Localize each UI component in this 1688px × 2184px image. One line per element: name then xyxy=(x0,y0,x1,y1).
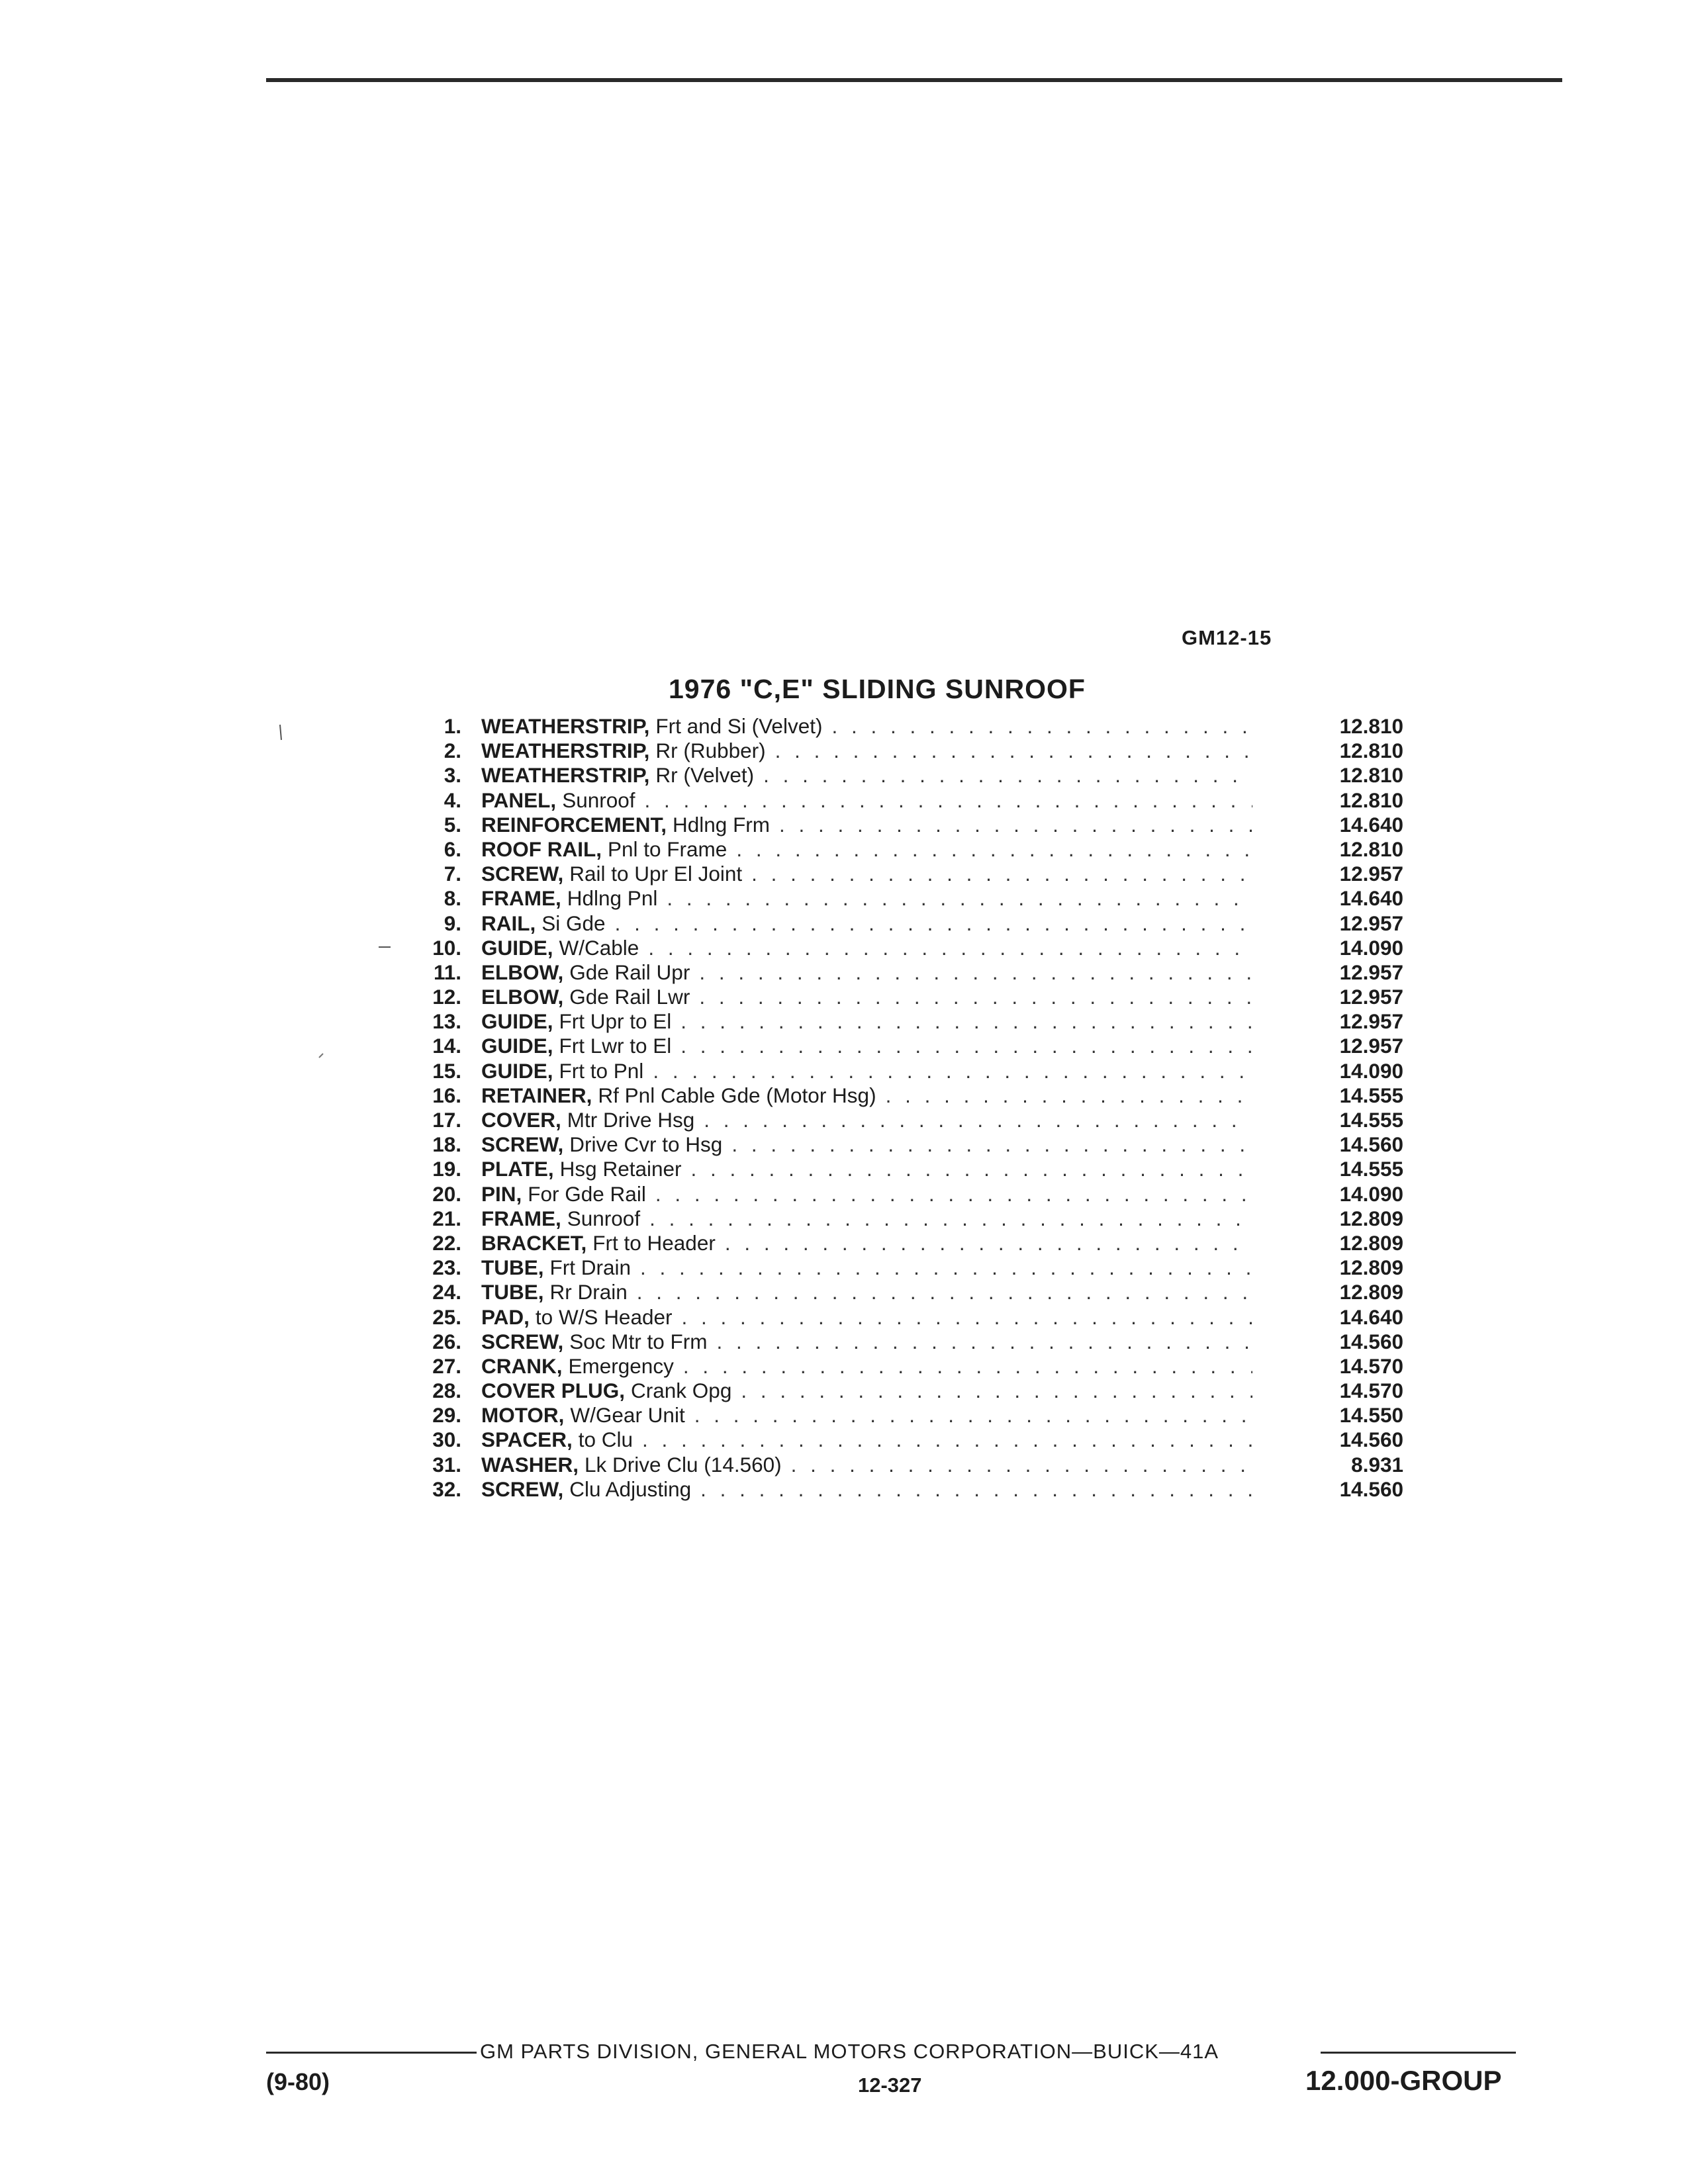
part-name: GUIDE, xyxy=(481,935,553,960)
part-description: to Clu xyxy=(578,1428,633,1452)
part-number: 22. xyxy=(432,1230,461,1255)
part-number: 25. xyxy=(432,1304,461,1329)
part-group-number: 12.810 xyxy=(1339,763,1403,788)
part-name: PANEL, xyxy=(481,788,557,812)
part-number: 24. xyxy=(432,1280,461,1304)
part-name: SCREW, xyxy=(481,862,564,886)
footer-publisher: GM PARTS DIVISION, GENERAL MOTORS CORPORATION—BUICK—41A xyxy=(480,2040,1219,2063)
part-group-number: 12.809 xyxy=(1339,1255,1403,1280)
part-group-number: 8.931 xyxy=(1351,1452,1403,1477)
part-number: 2. xyxy=(444,739,461,763)
part-group-number: 14.555 xyxy=(1339,1083,1403,1107)
part-description: Drive Cvr to Hsg xyxy=(569,1132,723,1157)
part-description: Clu Adjusting xyxy=(569,1477,692,1501)
footer-date: (9-80) xyxy=(266,2068,330,2095)
part-group-number: 12.810 xyxy=(1339,837,1403,861)
part-group-number: 12.809 xyxy=(1339,1206,1403,1230)
part-description: Frt to Header xyxy=(592,1230,716,1255)
part-name: SCREW, xyxy=(481,1329,564,1353)
part-group-number: 12.809 xyxy=(1339,1230,1403,1255)
part-number: 7. xyxy=(444,862,461,886)
part-name: REINFORCEMENT, xyxy=(481,812,667,837)
part-name: GUIDE, xyxy=(481,1058,553,1083)
part-group-number: 12.957 xyxy=(1339,1009,1403,1034)
part-group-number: 14.555 xyxy=(1339,1108,1403,1132)
page-title: 1976 "C,E" SLIDING SUNROOF xyxy=(669,674,1086,704)
part-number: 8. xyxy=(444,886,461,911)
part-number: 30. xyxy=(432,1428,461,1452)
part-description: Emergency xyxy=(568,1353,674,1378)
part-group-number: 14.560 xyxy=(1339,1132,1403,1157)
part-number: 1. xyxy=(444,714,461,738)
part-name: COVER, xyxy=(481,1108,561,1132)
part-number: 29. xyxy=(432,1403,461,1428)
part-number: 27. xyxy=(432,1353,461,1378)
part-description: W/Gear Unit xyxy=(570,1403,685,1428)
part-number: 13. xyxy=(432,1009,461,1034)
part-name: RAIL, xyxy=(481,911,536,935)
part-name: ROOF RAIL, xyxy=(481,837,602,861)
part-name: FRAME, xyxy=(481,886,561,911)
figure-code: GM12-15 xyxy=(1182,626,1272,649)
part-group-number: 14.560 xyxy=(1339,1329,1403,1353)
part-group-number: 12.957 xyxy=(1339,911,1403,935)
part-group-number: 12.810 xyxy=(1339,714,1403,738)
part-description: Rr (Rubber) xyxy=(655,739,766,763)
part-name: SCREW, xyxy=(481,1477,564,1501)
part-group-number: 12.810 xyxy=(1339,739,1403,763)
part-group-number: 14.560 xyxy=(1339,1477,1403,1501)
part-name: ELBOW, xyxy=(481,985,564,1009)
part-description: Rr Drain xyxy=(549,1280,628,1304)
part-description: Hsg Retainer xyxy=(559,1157,682,1181)
part-group-number: 14.640 xyxy=(1339,886,1403,911)
part-name: CRANK, xyxy=(481,1353,563,1378)
part-group-number: 14.640 xyxy=(1339,812,1403,837)
part-name: MOTOR, xyxy=(481,1403,565,1428)
part-description: Gde Rail Lwr xyxy=(569,985,690,1009)
part-group-number: 14.570 xyxy=(1339,1353,1403,1378)
part-name: TUBE, xyxy=(481,1255,544,1280)
part-group-number: 12.957 xyxy=(1339,1034,1403,1058)
part-number: 5. xyxy=(444,812,461,837)
part-name: WEATHERSTRIP, xyxy=(481,763,650,788)
part-name: PLATE, xyxy=(481,1157,554,1181)
part-group-number: 14.090 xyxy=(1339,935,1403,960)
footer-page-number: 12-327 xyxy=(858,2073,922,2097)
part-number: 3. xyxy=(444,763,461,788)
part-description: Frt Drain xyxy=(549,1255,632,1280)
part-description: Sunroof xyxy=(562,788,635,812)
part-description: to W/S Header xyxy=(535,1304,673,1329)
part-number: 21. xyxy=(432,1206,461,1230)
part-name: SPACER, xyxy=(481,1428,573,1452)
part-description: Frt and Si (Velvet) xyxy=(655,714,823,738)
part-number: 18. xyxy=(432,1132,461,1157)
part-name: ELBOW, xyxy=(481,960,564,984)
part-description: Sunroof xyxy=(567,1206,641,1230)
part-number: 14. xyxy=(432,1034,461,1058)
part-description: Frt to Pnl xyxy=(559,1058,644,1083)
part-description: Hdlng Pnl xyxy=(567,886,658,911)
part-group-number: 12.957 xyxy=(1339,862,1403,886)
part-description: Rail to Upr El Joint xyxy=(569,862,743,886)
part-description: Frt Upr to El xyxy=(559,1009,672,1034)
part-group-number: 14.090 xyxy=(1339,1181,1403,1206)
part-group-number: 12.957 xyxy=(1339,960,1403,984)
part-description: For Gde Rail xyxy=(528,1181,646,1206)
part-group-number: 14.555 xyxy=(1339,1157,1403,1181)
part-description: Crank Opg xyxy=(631,1379,732,1403)
part-number: 4. xyxy=(444,788,461,812)
part-number: 19. xyxy=(432,1157,461,1181)
part-number: 9. xyxy=(444,911,461,935)
part-description: Soc Mtr to Frm xyxy=(569,1329,708,1353)
part-description: Rf Pnl Cable Gde (Motor Hsg) xyxy=(598,1083,876,1107)
part-number: 31. xyxy=(432,1452,461,1477)
part-description: Pnl to Frame xyxy=(608,837,727,861)
part-description: Si Gde xyxy=(541,911,606,935)
part-group-number: 14.570 xyxy=(1339,1379,1403,1403)
part-name: GUIDE, xyxy=(481,1009,553,1034)
part-name: PAD, xyxy=(481,1304,530,1329)
part-description: Hdlng Frm xyxy=(673,812,771,837)
part-description: Gde Rail Upr xyxy=(569,960,690,984)
part-description: W/Cable xyxy=(559,935,639,960)
part-group-number: 12.957 xyxy=(1339,985,1403,1009)
part-number: 26. xyxy=(432,1329,461,1353)
part-number: 12. xyxy=(432,985,461,1009)
part-description: Mtr Drive Hsg xyxy=(567,1108,695,1132)
part-number: 10. xyxy=(432,935,461,960)
footer-group-label: 12.000-GROUP xyxy=(1305,2065,1502,2096)
part-group-number: 14.560 xyxy=(1339,1428,1403,1452)
part-group-number: 14.640 xyxy=(1339,1304,1403,1329)
part-description: Lk Drive Clu (14.560) xyxy=(585,1452,782,1477)
part-number: 20. xyxy=(432,1181,461,1206)
part-name: WEATHERSTRIP, xyxy=(481,739,650,763)
part-group-number: 14.550 xyxy=(1339,1403,1403,1428)
part-group-number: 12.809 xyxy=(1339,1280,1403,1304)
part-name: GUIDE, xyxy=(481,1034,553,1058)
part-name: RETAINER, xyxy=(481,1083,592,1107)
part-number: 15. xyxy=(432,1058,461,1083)
part-group-number: 14.090 xyxy=(1339,1058,1403,1083)
part-description: Rr (Velvet) xyxy=(655,763,755,788)
part-name: WEATHERSTRIP, xyxy=(481,714,650,738)
part-number: 17. xyxy=(432,1108,461,1132)
part-group-number: 12.810 xyxy=(1339,788,1403,812)
part-number: 11. xyxy=(433,960,461,984)
part-name: WASHER, xyxy=(481,1452,579,1477)
part-name: FRAME, xyxy=(481,1206,561,1230)
part-name: COVER PLUG, xyxy=(481,1379,626,1403)
part-description: Frt Lwr to El xyxy=(559,1034,672,1058)
part-name: SCREW, xyxy=(481,1132,564,1157)
part-number: 32. xyxy=(432,1477,461,1501)
part-number: 16. xyxy=(432,1083,461,1107)
part-name: PIN, xyxy=(481,1181,522,1206)
part-name: TUBE, xyxy=(481,1280,544,1304)
part-name: BRACKET, xyxy=(481,1230,587,1255)
part-number: 28. xyxy=(432,1379,461,1403)
part-number: 23. xyxy=(432,1255,461,1280)
part-number: 6. xyxy=(444,837,461,861)
